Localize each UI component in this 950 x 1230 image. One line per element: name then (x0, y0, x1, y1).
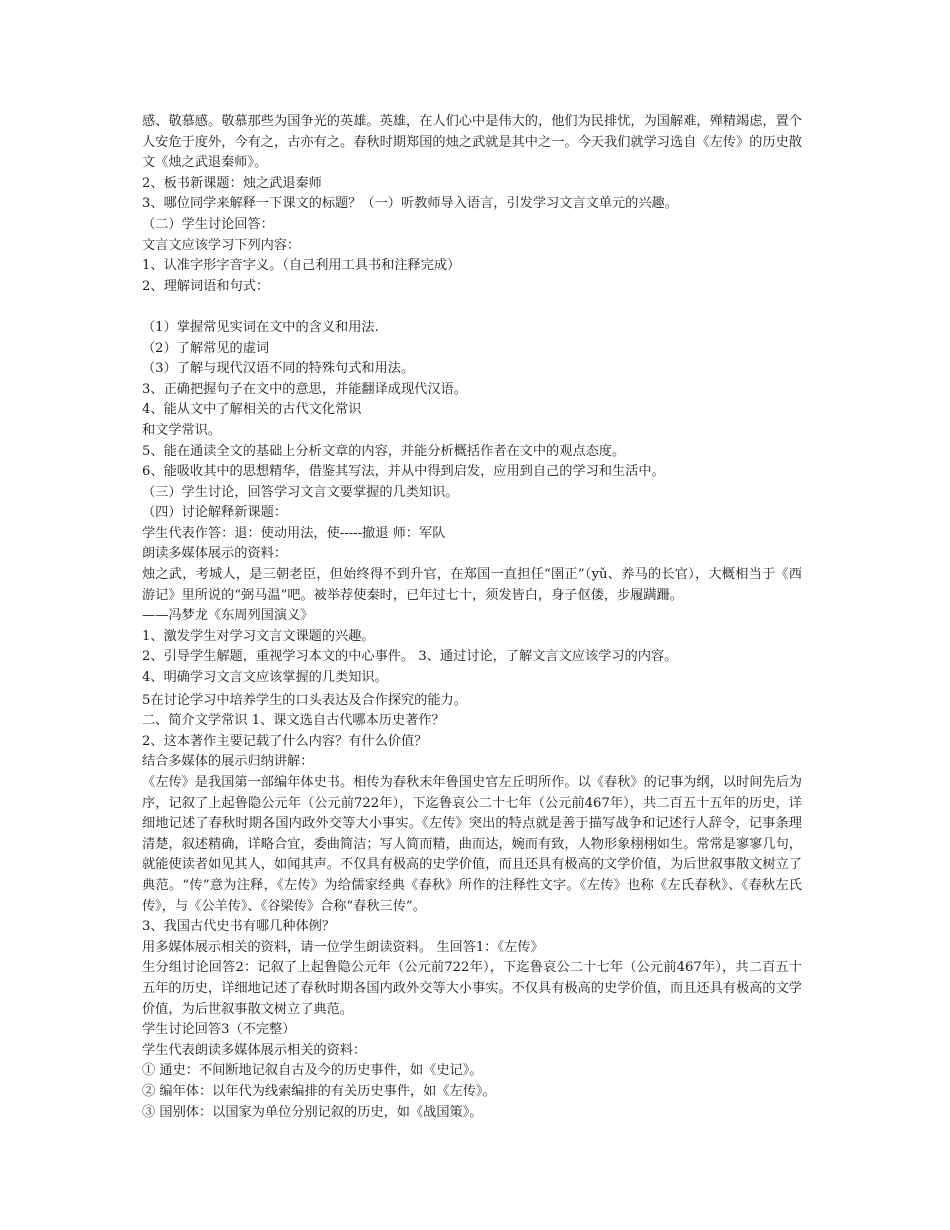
reading-intro-line: 学生代表朗读多媒体展示相关的资料： (142, 1042, 367, 1058)
list-item: （3）了解与现代汉语不同的特殊句式和用法。 (142, 361, 415, 377)
quote-paragraph: 烛之武，考城人，是三朝老臣，但始终得不到升官，在郑国一直担任“圉正”（yǔ、养马的长官），大概相当于《西游记》里所说的“弼马温”吧。被举荐使秦时，已年过七十，须发皆白，身子伛偻，步履蹒跚。 (142, 567, 802, 603)
zuozhuan-paragraph: 《左传》是我国第一部编年体史书。相传为春秋末年鲁国史官左丘明所作。以《春秋》的记事为纲，以时间先后为序，记叙了上起鲁隐公元年（公元前722年），下迄鲁哀公二十七年（公元前467年），共二百五十五年的历史，详细地记述了春秋时期各国内政外交等大小事实。《左传》突出的特点就是善于描写战争和记述行人辞令，记事条理清楚，叙述精确，详略合宜，委曲简洁；写人简而精，曲而达，婉而有致，人物形象栩栩如生。常常是寥寥几句，就能使读者如见其人，如闻其声。不仅具有极高的史学价值，而且还具有极高的文学价值，为后世叙事散文树立了典范。“传”意为注释，《左传》为给儒家经典《春秋》所作的注释性文字。《左传》也称《左氏春秋》、《春秋左氏传》，与《公羊传》、《谷梁传》合称“春秋三传”。 (142, 775, 802, 914)
student-answer-line: 用多媒体展示相关的资料，请一位学生朗读资料。 生回答1：《左传》 (142, 939, 544, 955)
list-item: 5、能在通读全文的基础上分析文章的内容，并能分析概括作者在文中的观点态度。 (142, 443, 626, 459)
explanation-intro: 结合多媒体的展示归纳讲解： (142, 754, 314, 770)
reading-intro-line: 朗读多媒体展示的资料： (142, 546, 288, 562)
objective-item: 1、激发学生对学习文言文课题的兴趣。 (142, 628, 375, 644)
list-item: 3、正确把握句子在文中的意思，并能翻译成现代汉语。 (142, 381, 467, 397)
intro-paragraph: 感、敬慕感。敬慕那些为国争光的英雄。英雄，在人们心中是伟大的，他们为民排忧，为国解难，殚精竭虑，置个人安危于度外，今有之，古亦有之。春秋时期郑国的烛之武就是其中之一。今天我们就学习选自《左传》的历史散文《烛之武退秦师》。 (142, 114, 802, 171)
document-body (142, 112, 802, 1123)
history-style-item: ③ 国别体：以国家为单位分别记叙的历史，如《战国策》。 (142, 1104, 483, 1120)
objective-item: 2、引导学生解题，重视学习本文的中心事件。 3、通过讨论，了解文言文应该学习的内容。 (142, 649, 678, 665)
student-answer-line: 学生代表作答：退：使动用法，使-----撤退 师：军队 (142, 525, 446, 541)
objective-item: 4、明确学习文言文应该掌握的几类知识。 (142, 670, 388, 686)
history-style-item: ① 通史：不间断地记叙自古及今的历史事件，如《史记》。 (142, 1063, 483, 1079)
question-line: 2、这本著作主要记载了什么内容？有什么价值？ (142, 733, 428, 749)
history-style-item: ② 编年体：以年代为线索编排的有关历史事件，如《左传》。 (142, 1083, 496, 1099)
section-heading: （三）学生讨论，回答学习文言文要掌握的几类知识。 (142, 484, 459, 500)
blackboard-title-line: 2、板书新课题：烛之武退秦师 (142, 175, 322, 191)
content-list-intro: 文言文应该学习下列内容： (142, 237, 301, 253)
list-item: 和文学常识。 (142, 422, 222, 438)
section-discussion-heading: （二）学生讨论回答： (142, 216, 274, 232)
list-item: 1、认准字形字音字义。（自己利用工具书和注释完成） (142, 258, 461, 274)
list-item: 4、能从文中了解相关的古代文化常识 (142, 402, 362, 418)
title-question-line: 3、哪位同学来解释一下课文的标题？（一）听教师导入语言，引发学习文言文单元的兴趣。 (142, 196, 678, 212)
quote-source: ——冯梦龙《东周列国演义》 (142, 608, 314, 624)
section-heading: 二、简介文学常识 1、课文选自古代哪本历史著作？ (142, 713, 445, 729)
student-answer-line: 学生讨论回答3（不完整） (142, 1022, 296, 1038)
section-heading: （四）讨论解释新课题： (142, 505, 288, 521)
group-answer-paragraph: 生分组讨论回答2：记叙了上起鲁隐公元年（公元前722年），下迄鲁哀公二十七年（公元前467年），共二百五十五年的历史，详细地记述了春秋时期各国内政外交等大小事实。不仅具有极高的史学价值，而且还具有极高的文学价值，为后世叙事散文树立了典范。 (142, 960, 802, 1017)
list-item: 2、理解词语和句式： (142, 278, 270, 294)
list-item: （2）了解常见的虚词 (142, 340, 270, 356)
list-item: 6、能吸收其中的思想精华，借鉴其写法，并从中得到启发，应用到自己的学习和生活中。 (142, 464, 665, 480)
blank-line (142, 297, 802, 318)
list-item: （1）掌握常见实词在文中的含义和用法. (142, 319, 379, 335)
question-line: 3、我国古代史书有哪几种体例？ (142, 919, 336, 935)
objective-item: 5在讨论学习中培养学生的口头表达及合作探究的能力。 (142, 692, 467, 708)
